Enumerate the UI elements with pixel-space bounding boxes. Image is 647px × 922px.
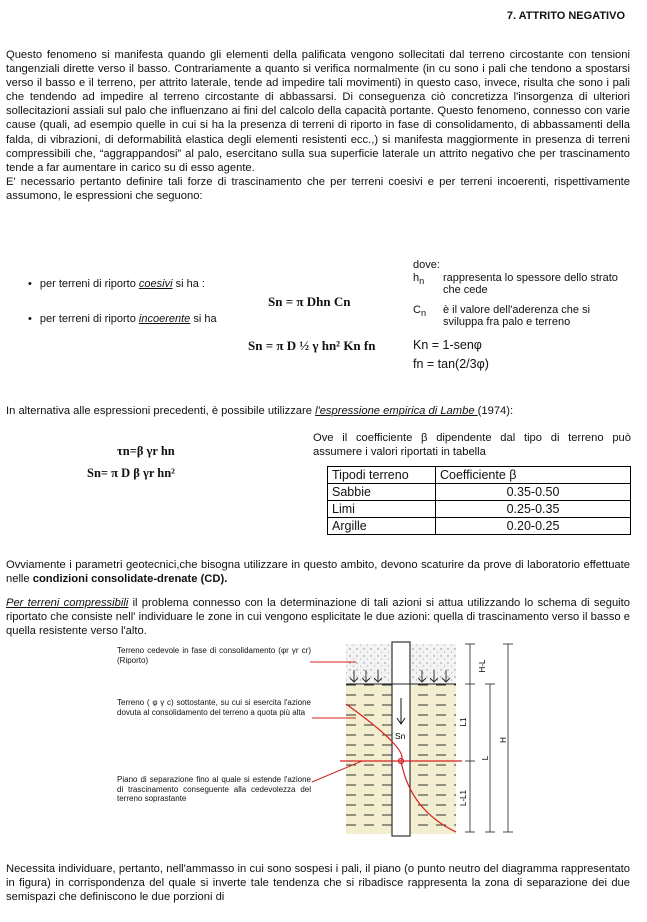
table-cell: Argille: [328, 518, 436, 535]
dim-label-h: H: [499, 737, 508, 743]
coefficient-note: Ove il coefficiente β dipendente dal tipo di terreno può assumere i valori riportati in tabella: [313, 432, 631, 458]
table-row: [328, 518, 631, 535]
pile-diagram: [110, 640, 530, 840]
final-paragraph: Necessita individuare, pertanto, nell'ammasso in cui sono sospesi i pali, il piano (o punto neutro del diagramma rappresentato in figura) in corrispondenza del quale si inverte tale tendenza che si ribadisce rappresenta la zona di separazione dei due semispazi che definiscono le due porzioni di: [6, 863, 630, 904]
lambe-intro: In alternativa alle espressioni precedenti, è possibile utilizzare l'espressione empirica di Lambe (1974):: [6, 405, 514, 417]
table-cell: 0.20-0.25: [436, 518, 631, 535]
table-header-cell: Coefficiente β: [436, 467, 631, 484]
sn-label: Sn: [395, 731, 406, 741]
compressible-paragraph: Per terreni compressibili il problema connesso con la determinazione di tali azioni si attua utilizzando lo schema di seguito riportato che consiste nell' individuare le zone in cui vengono esplicitate le due azioni: quella di trascinamento verso il basso e quella resistente verso l'alto.: [6, 597, 630, 638]
annotation-settling-soil: Terreno cedevole in fase di consolidamento (φr γr cr) (Riporto): [117, 646, 311, 665]
table-header-cell: Tipodi terreno: [328, 467, 436, 484]
cd-paragraph: Ovviamente i parametri geotecnici,che bisogna utilizzare in questo ambito, devono scaturire da prove di laboratorio effettuate nelle condizioni consolidate-drenate (CD).: [6, 559, 630, 586]
dim-label-ll1: L-L1: [459, 789, 468, 807]
table-row: [328, 484, 631, 501]
formula-incoherent: Sn = π D ½ γ hn² Kn fn: [248, 338, 376, 353]
annotation-separation-plane: Piano di separazione fino al quale si estende l'azione di trascinamento conseguente alla cedevolezza del terreno soprastante: [117, 775, 311, 803]
table-cell: Sabbie: [328, 484, 436, 501]
formula-lambe: Sn= π D β γr hn²: [87, 466, 175, 480]
dim-label-hl: H-L: [478, 659, 487, 673]
legend-kn: Kn = 1-senφ: [413, 338, 482, 352]
table-header-row: [328, 467, 631, 484]
section-title: 7. ATTRITO NEGATIVO: [506, 10, 625, 22]
legend-fn: fn = tan(2/3φ): [413, 357, 489, 371]
bullet-incoherent: • per terreni di riporto incoerente si ha: [28, 313, 217, 325]
formula-tau: τn=β γr hn: [117, 444, 175, 458]
coefficient-table: [327, 466, 631, 535]
bullet-cohesive: • per terreni di riporto coesivi si ha :: [28, 278, 205, 290]
dim-label-l1: L1: [459, 717, 468, 727]
table-row: [328, 501, 631, 518]
annotation-underlying-soil: Terreno ( φ γ c) sottostante, su cui si esercita l'azione dovuta al consolidamento del terreno a quota più alta: [117, 698, 311, 717]
where-title: dove:: [413, 259, 440, 271]
table-cell: Limi: [328, 501, 436, 518]
legend-hn: $h_n$ rappresenta lo spessore dello strato che cede: [413, 272, 618, 296]
table-cell: 0.25-0.35: [436, 501, 631, 518]
dim-label-l: L: [481, 755, 490, 761]
formula-cohesive: Sn = π Dhn Cn: [268, 294, 351, 309]
legend-cn: $C_n$ è il valore dell'aderenza che si sviluppa fra palo e terreno: [413, 304, 591, 328]
intro-paragraph: Questo fenomeno si manifesta quando gli elementi della palificata vengono sollecitati dal terreno circostante con tensioni tangenziali dirette verso il basso. Contrariamente a quanto si verifica normalmente (in cu sono i pali che tendono a spostarsi verso il basso e il terreno, per attrito laterale, tende ad impedire tali movimenti) in questo caso, invece, risulta che sono i pali che tendendo ad impedire al terreno circostante di abbassarsi. Di conseguenza ciò concretizza l'insorgenza di ulteriori sollecitazioni assiali sul palo che influenzano ai fini del calcolo della capacità portante. Questo fenomeno, connesso con varie cause (quali, ad esempio quelle in cui si ha la presenza di terreni di riporto in fase di consolidamento, di abbassamenti della falda, di vibrazioni, di deformabilità elastica degli elementi resistenti ecc.,) si manifesta maggiormente in presenza di terreni compressibili che, “aggrappandosi” al palo, esercitano sulla sua superficie laterale un attrito negativo che per trascinamento tende a far aumentare in carico su di esso agente. E' necessario pertanto definire tali forze di trascinamento che per terreni coesivi e per terreni incoerenti, rispettivamente assumono, le espressioni che seguono:: [6, 49, 630, 202]
table-cell: 0.35-0.50: [436, 484, 631, 501]
